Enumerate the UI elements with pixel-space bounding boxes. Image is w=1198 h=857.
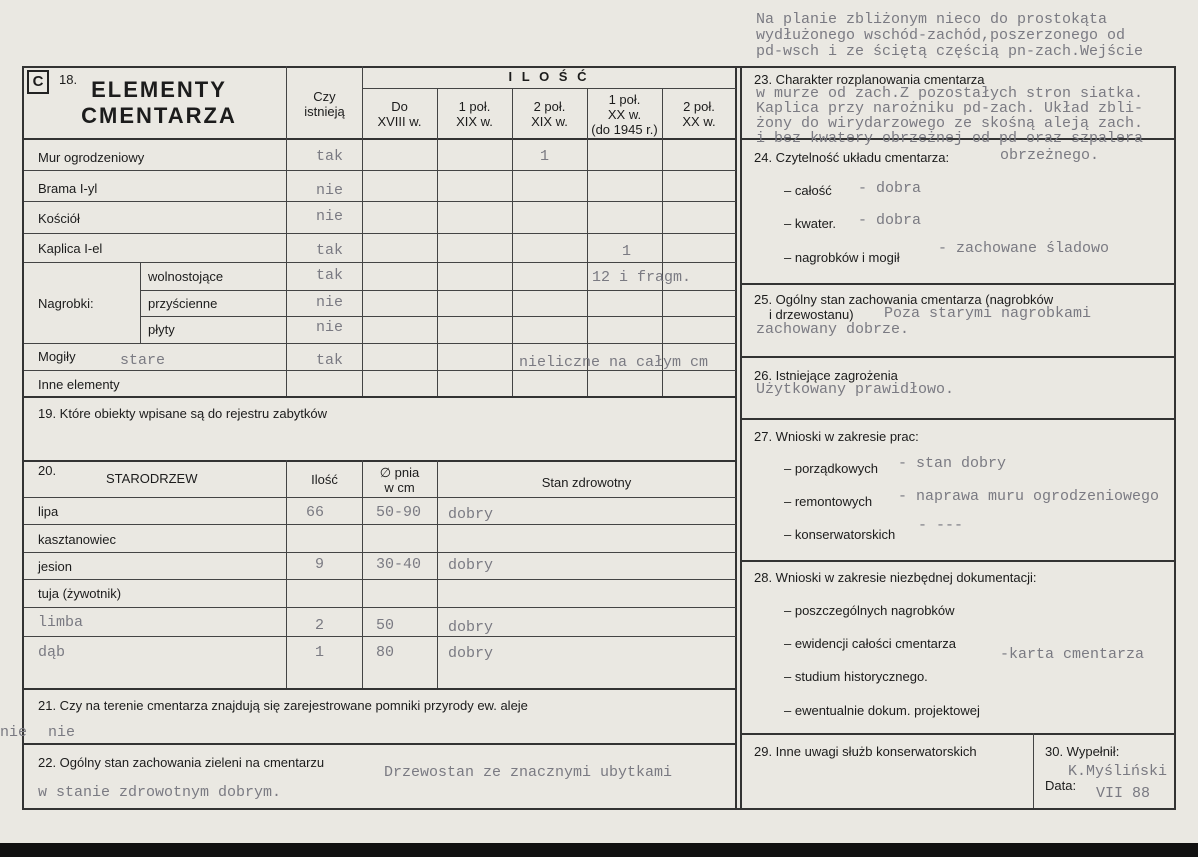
col-header-period-5: 2 poł. XX w.	[682, 99, 716, 129]
row-qty-kaplica: 1	[622, 243, 632, 260]
section-24-label: 24. Czytelność układu cmentarza:	[754, 150, 950, 165]
section-30-date-label: Data:	[1045, 778, 1077, 793]
section-23-label: 23. Charakter rozplanowania cmentarza	[754, 72, 985, 87]
section-22-label: 22. Ogólny stan zachowania zieleni na cmentarzu	[38, 755, 325, 770]
tree-health: dobry	[448, 645, 494, 662]
row-label-nagrobki: Nagrobki:	[38, 296, 94, 311]
row-exists-mur: tak	[316, 148, 344, 165]
row-label-kaplica: Kaplica I-el	[38, 241, 103, 256]
section-24-item-value: - dobra	[858, 180, 922, 197]
col-header-period-2: 1 poł. XIX w.	[456, 99, 493, 129]
col-header-ilosc: I L O Ś Ć	[508, 69, 590, 84]
section-27-item-label: – remontowych	[784, 494, 873, 509]
section-25-text-1: Poza starymi nagrobkami	[884, 305, 1092, 322]
section-24-item-label: – nagrobków i mogił	[784, 250, 900, 265]
section-26-text: Użytkowany prawidłowo.	[756, 381, 955, 398]
tree-qty: 66	[306, 504, 325, 521]
tree-qty: 2	[315, 617, 325, 634]
tree-health: dobry	[448, 506, 494, 523]
section-28-item-label: – studium historycznego.	[784, 669, 928, 684]
section-28-label: 28. Wnioski w zakresie niezbędnej dokumentacji:	[754, 570, 1037, 585]
section-27-item-label: – konserwatorskich	[784, 527, 896, 542]
row-exists-plyty: nie	[316, 319, 344, 336]
row-label-wolnostojace: wolnostojące	[148, 269, 224, 284]
row-label-mur: Mur ogrodzeniowy	[38, 150, 145, 165]
section-20-number: 20.	[38, 463, 57, 478]
tree-name: tuja (żywotnik)	[38, 586, 122, 601]
tree-col-qty: Ilość	[311, 472, 338, 487]
row-label-przyscienne: przyścienne	[148, 296, 218, 311]
section-letter-box: C	[27, 70, 49, 94]
section-28-item-value: -karta cmentarza	[1000, 646, 1145, 663]
section-24-item-label: – całość	[784, 183, 832, 198]
tree-qty: 9	[315, 556, 325, 573]
section-22-answer-2: w stanie zdrowotnym dobrym.	[38, 784, 282, 801]
row-exists-kosciol: nie	[316, 208, 344, 225]
tree-qty: 1	[315, 644, 325, 661]
col-header-exists: Czy istnieją	[304, 89, 345, 119]
section-25-label-1: 25. Ogólny stan zachowania cmentarza (nagrobków	[754, 292, 1054, 307]
tree-name: jesion	[38, 559, 72, 574]
section-30-label: 30. Wypełnił:	[1045, 744, 1120, 759]
section-26-label: 26. Istniejące zagrożenia	[754, 368, 898, 383]
section-28-item-label: – poszczególnych nagrobków	[784, 603, 955, 618]
top-note-line-2: wydłużonego wschód-zachód,poszerzonego od	[756, 27, 1126, 44]
tree-col-diam: ∅ pnia w cm	[379, 465, 420, 495]
section-23-text-2: Kaplica przy narożniku pd-zach. Układ zbli-	[756, 100, 1144, 117]
tree-diam: 30-40	[376, 556, 422, 573]
section-21-answer: nie	[48, 724, 76, 741]
section-27-item-value: - ---	[918, 517, 964, 534]
section-21-margin-note: nie	[0, 724, 28, 741]
tree-diam: 50-90	[376, 504, 422, 521]
top-note-line-3: pd-wsch i ze ściętą częścią pn-zach.Wejście	[756, 43, 1144, 60]
row-qty-mur: 1	[540, 148, 550, 165]
section-18-number: 18.	[59, 72, 78, 87]
row-exists-brama: nie	[316, 182, 344, 199]
section-24-extra: obrzeżnego.	[1000, 147, 1100, 164]
section-21-label: 21. Czy na terenie cmentarza znajdują się zarejestrowane pomniki przyrody ew. aleje	[38, 698, 528, 713]
section-28-item-label: – ewidencji całości cmentarza	[784, 636, 956, 651]
section-24-item-label: – kwater.	[784, 216, 837, 231]
col-header-period-1: Do XVIII w.	[377, 99, 422, 129]
tree-health: dobry	[448, 557, 494, 574]
scan-bottom-edge	[0, 843, 1198, 857]
section-29-label: 29. Inne uwagi służb konserwatorskich	[754, 744, 977, 759]
row-qty-wolnostojace: 12 i fragm.	[592, 269, 692, 286]
tree-diam: 50	[376, 617, 395, 634]
section-18-title-line1: ELEMENTY	[91, 77, 227, 102]
tree-name-typed: limba	[38, 614, 84, 631]
section-30-name: K.Myśliński	[1068, 763, 1168, 780]
tree-col-health: Stan zdrowotny	[541, 475, 632, 490]
row-label-mogily: Mogiły	[38, 349, 76, 364]
section-24-item-value: - zachowane śladowo	[938, 240, 1110, 257]
section-30-date: VII 88	[1096, 785, 1151, 802]
section-23-text-3: żony do wirydarzowego ze skośną aleją zach.	[756, 115, 1144, 132]
section-18-title-line2: CMENTARZA	[81, 103, 237, 128]
section-22-answer-1: Drzewostan ze znacznymi ubytkami	[384, 764, 673, 781]
top-note-line-1: Na planie zbliżonym nieco do prostokąta	[756, 11, 1108, 28]
tree-name: lipa	[38, 504, 59, 519]
row-label-brama: Brama I-yl	[38, 181, 98, 196]
section-23-text-4: i bez kwatery obrzeżnej od pd oraz szpalera	[756, 131, 1144, 147]
section-19-label: 19. Które obiekty wpisane są do rejestru zabytków	[38, 406, 328, 421]
row-note-mogily: stare	[120, 352, 166, 369]
section-27-item-value: - stan dobry	[898, 455, 1007, 472]
section-28-item-label: – ewentualnie dokum. projektowej	[784, 703, 980, 718]
section-27-label: 27. Wnioski w zakresie prac:	[754, 429, 919, 444]
col-header-period-3: 2 poł. XIX w.	[531, 99, 568, 129]
row-exists-przyscienne: nie	[316, 294, 344, 311]
row-label-inne: Inne elementy	[38, 377, 120, 392]
tree-diam: 80	[376, 644, 395, 661]
section-23-text-1: w murze od zach.Z pozostałych stron siatka.	[756, 85, 1144, 102]
section-25-label-2: i drzewostanu)	[769, 307, 854, 322]
tree-health: dobry	[448, 619, 494, 636]
section-20-title: STARODRZEW	[106, 471, 198, 486]
section-25-text-2: zachowany dobrze.	[756, 321, 910, 338]
section-27-item-label: – porządkowych	[784, 461, 878, 476]
col-header-period-4: 1 poł. XX w. (do 1945 r.)	[591, 92, 658, 137]
tree-name-typed: dąb	[38, 644, 66, 661]
section-27-item-value: - naprawa muru ogrodzeniowego	[898, 489, 1160, 505]
tree-name: kasztanowiec	[38, 532, 117, 547]
row-exists-mogily: tak	[316, 352, 344, 369]
row-exists-kaplica: tak	[316, 242, 344, 259]
row-label-plyty: płyty	[148, 322, 175, 337]
row-exists-wolnostojace: tak	[316, 267, 344, 284]
section-24-item-value: - dobra	[858, 212, 922, 229]
row-label-kosciol: Kościół	[38, 211, 80, 226]
row-qty-mogily: nieliczne na całym cm	[519, 354, 709, 371]
